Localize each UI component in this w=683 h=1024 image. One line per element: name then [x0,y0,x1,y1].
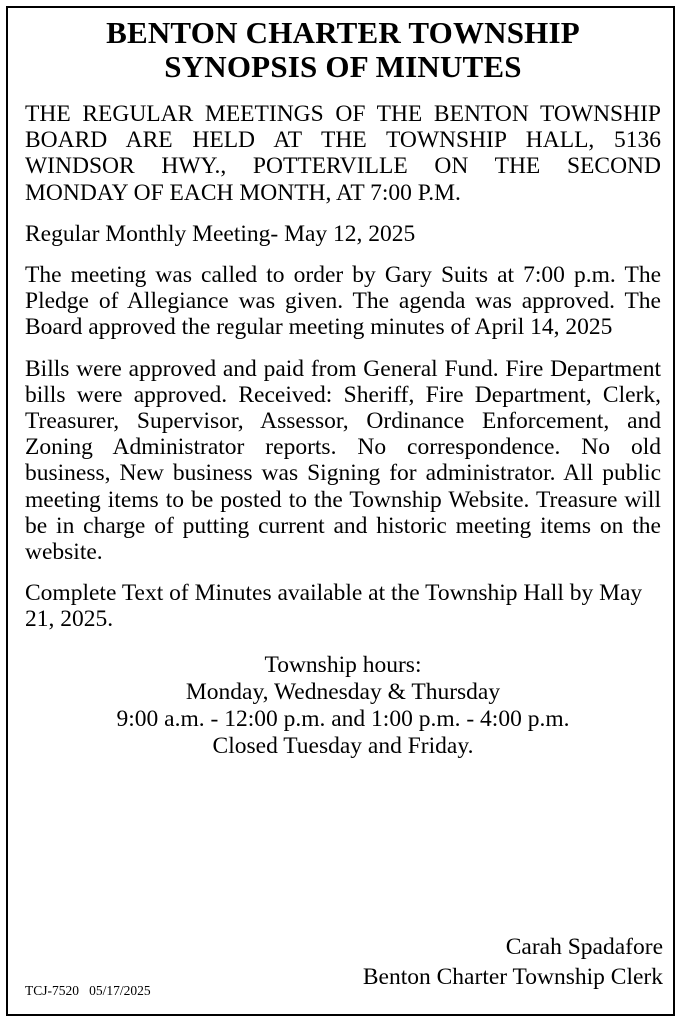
hours-heading: Township hours: [264,651,422,678]
township-hours [25,652,661,760]
clerk-title: Benton Charter Township Clerk [362,964,663,990]
call-to-order-paragraph: The meeting was called to order by Gary Suits at 7:00 p.m. The Pledge of Allegiance was given. The agenda was approved. The Board approved the regular meeting minutes of April 14, 2025 [25,262,661,341]
reference-code: TCJ-7520 [25,983,79,998]
full-text-availability: Complete Text of Minutes available at the Township Hall by May 21, 2025. [25,580,643,633]
bills-business-paragraph: Bills were approved and paid from General Fund. Fire Department bills were approved. Received: Sheriff, Fire Department, Clerk, Treasurer, Supervisor, Assessor, Ordinance Enforcement, and Zoning Administrator reports. No correspondence. No old business, New business was Signing for administrator. All public meeting items to be posted to the Township Website. Treasure will be in charge of putting current and historic meeting items on the website. [25,355,661,566]
clerk-signature [363,932,663,992]
hours-days: Monday, Wednesday & Thursday [185,678,501,705]
legal-notice [6,6,675,1016]
reference-date: 05/17/2025 [89,983,151,998]
meeting-date: Regular Monthly Meeting- May 12, 2025 [25,220,416,247]
publication-reference [25,983,151,999]
meeting-schedule-paragraph: THE REGULAR MEETINGS OF THE BENTON TOWNSHIP BOARD ARE HELD AT THE TOWNSHIP HALL, 5136 WINDSOR HWY., POTTERVILLE ON THE SECOND MONDAY OF EACH MONTH, AT 7:00 P.M. [25,101,661,206]
title-line-2: SYNOPSIS OF MINUTES [164,49,522,84]
clerk-name: Carah Spadafore [505,934,663,960]
hours-times: 9:00 a.m. - 12:00 p.m. and 1:00 p.m. - 4:00 p.m. [116,705,570,732]
notice-title [25,16,661,84]
hours-closed: Closed Tuesday and Friday. [212,732,474,759]
title-line-1: BENTON CHARTER TOWNSHIP [106,15,580,50]
